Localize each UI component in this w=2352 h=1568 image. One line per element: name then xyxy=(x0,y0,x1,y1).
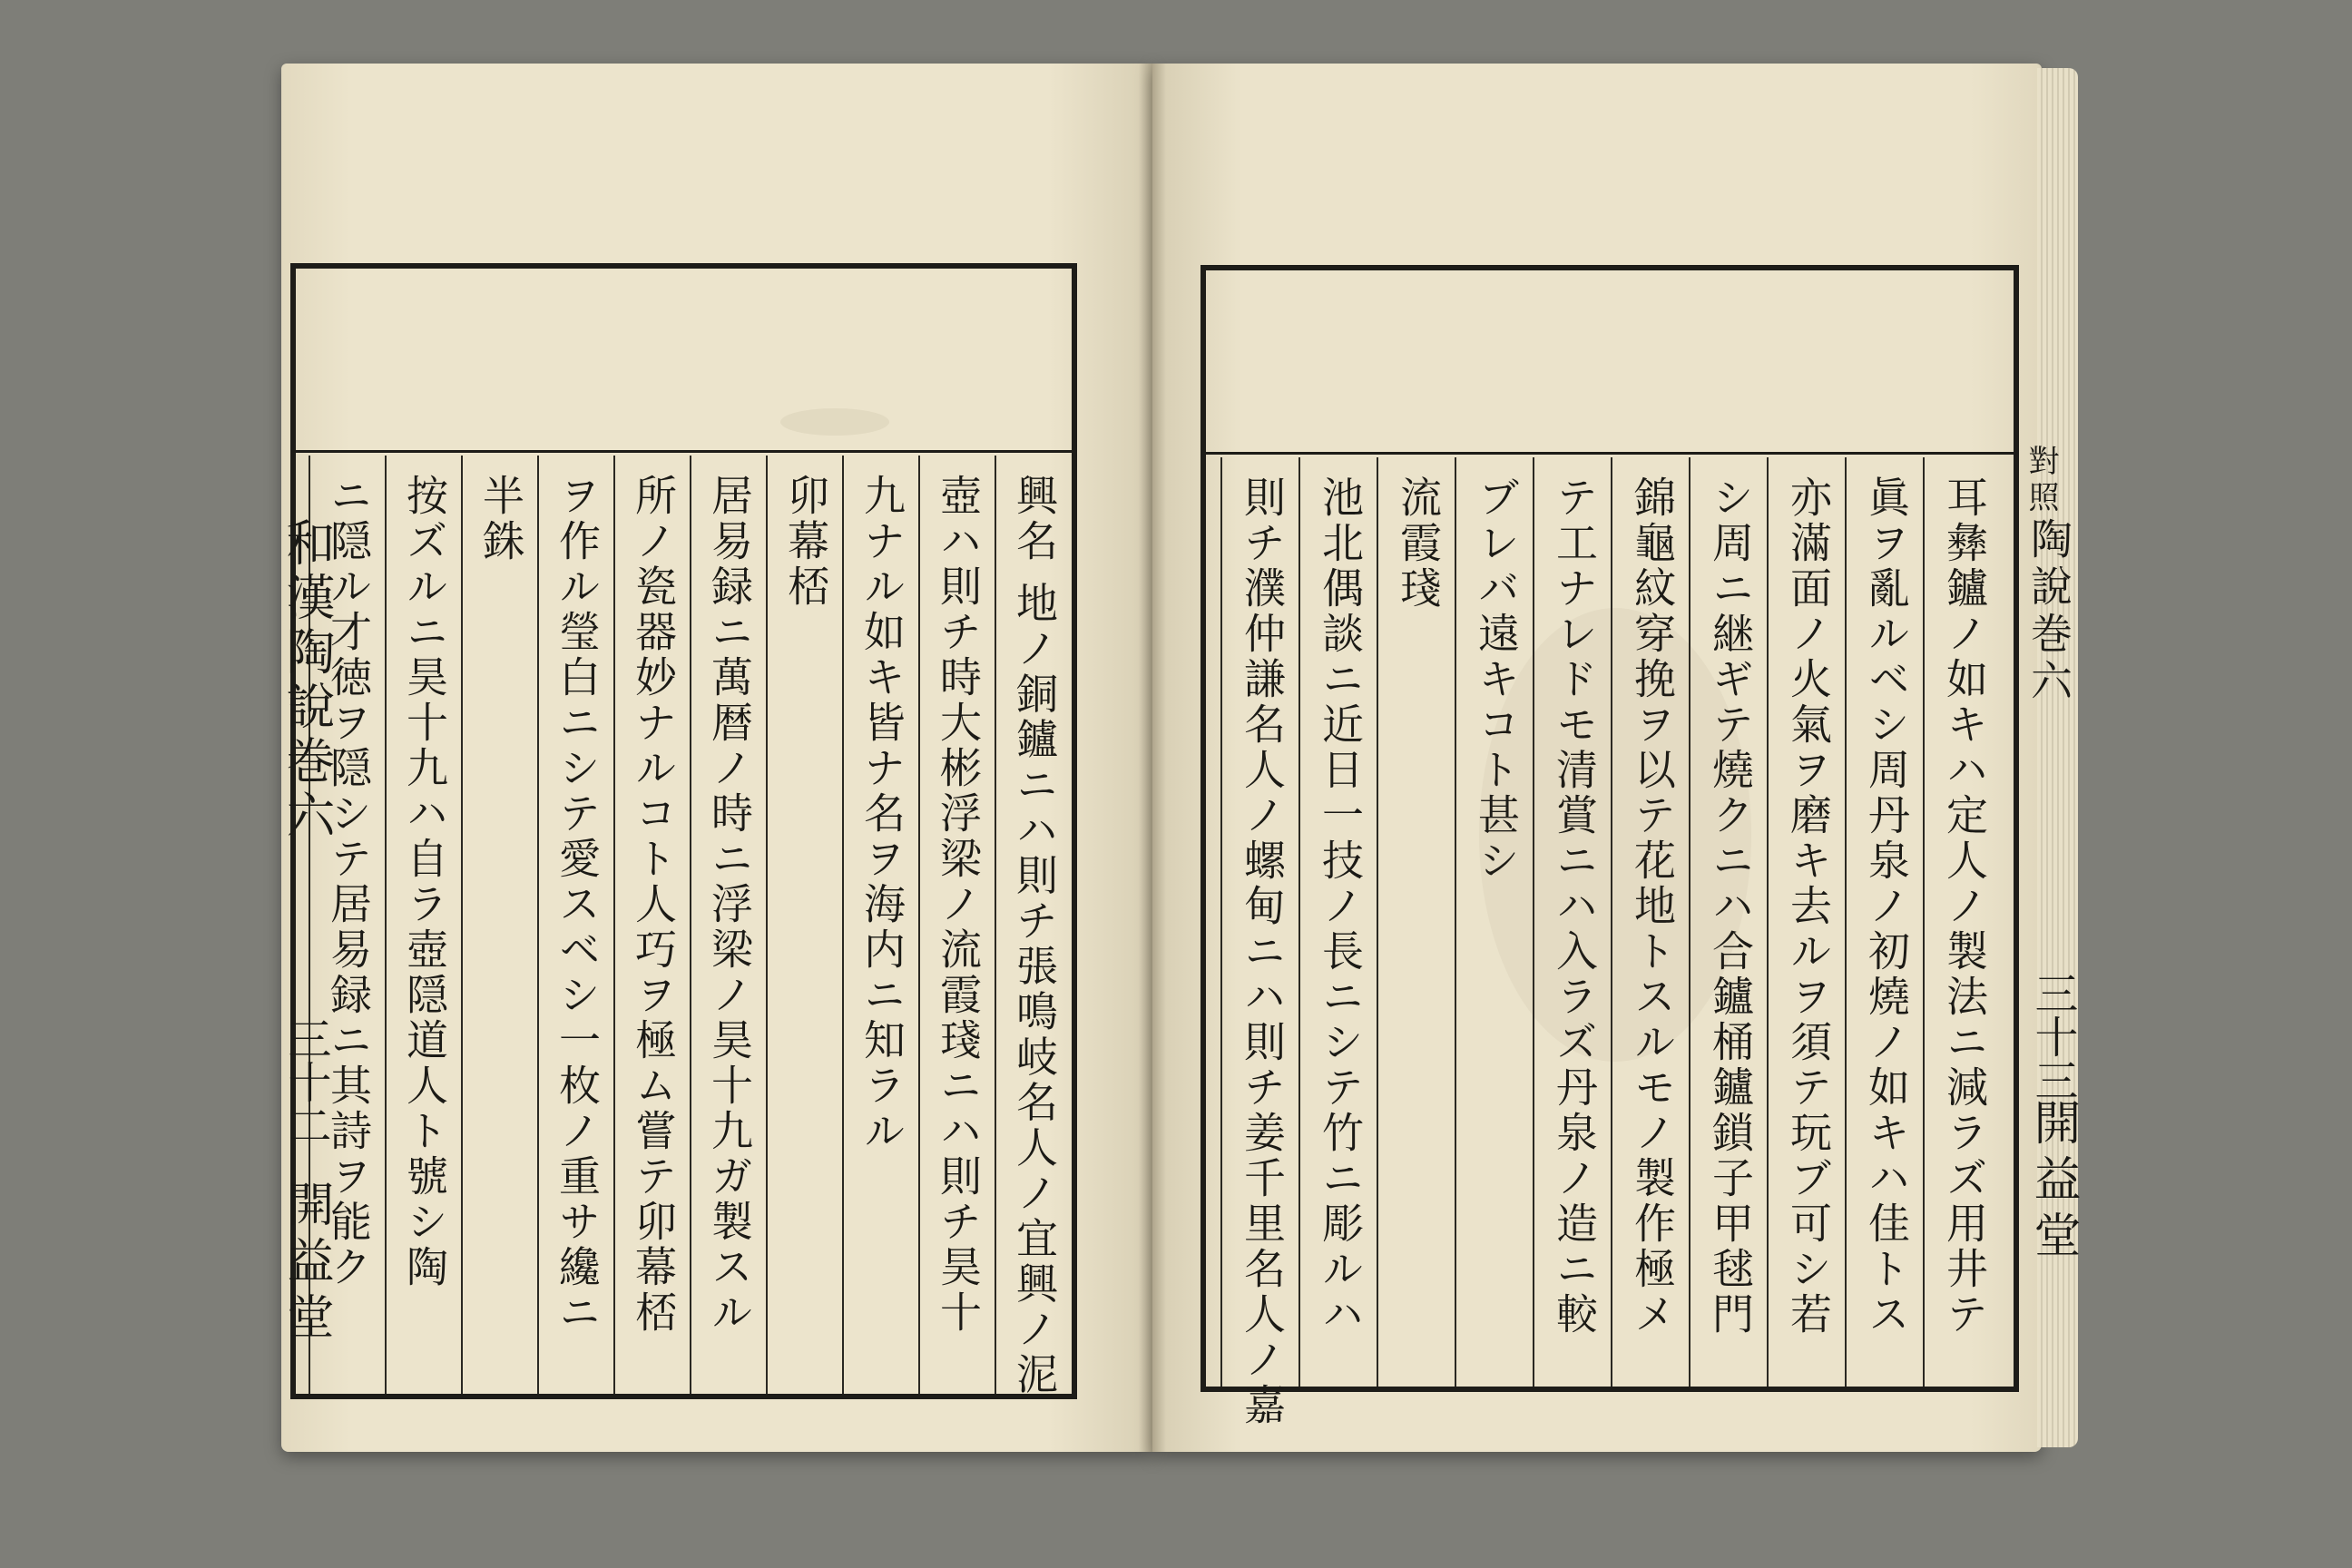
right-column-6: テ工ナレドモ清賞ニハ入ラズ丹泉ノ造ニ較 xyxy=(1533,457,1612,1387)
right-publisher: 開益堂 xyxy=(2025,1098,2080,1267)
book-spine xyxy=(1139,64,1166,1452)
right-margin-sub: 對照 xyxy=(2023,445,2059,517)
right-column-5: 錦龜紋穿挽ヲ以テ花地トスルモノ製作極メ xyxy=(1611,457,1690,1387)
left-header-band xyxy=(296,269,1072,453)
left-publisher: 開益堂 xyxy=(279,1180,333,1348)
right-page-number: 三十三 xyxy=(2027,971,2078,1102)
right-column-8: 流霞琖 xyxy=(1377,457,1456,1387)
left-column-6: 所ノ瓷器妙ナルコト人巧ヲ極ム嘗テ卯幕桮 xyxy=(613,456,691,1394)
left-column-4: 卯幕桮 xyxy=(766,456,844,1394)
left-margin-title: 和漢陶說巻六 xyxy=(279,517,336,844)
open-book xyxy=(272,64,2078,1484)
left-column-9: 按ズルニ昊十九ハ自ラ壺隠道人ト號シ陶 xyxy=(385,456,463,1394)
right-column-7: ブレバ遠キコト甚シ xyxy=(1455,457,1534,1387)
left-column-1: 興名 地ノ銅鑪ニハ則チ張鳴岐名人ノ宜興ノ泥 xyxy=(995,456,1073,1394)
right-column-4: シ周ニ継ギテ燒クニハ合鑪桶鑪鎖子甲毬門 xyxy=(1689,457,1769,1387)
left-column-7: ヲ作ル瑩白ニシテ愛スベシ一枚ノ重サ纔ニ xyxy=(537,456,615,1394)
right-column-10: 則チ濮仲謙名人ノ螺甸ニハ則チ姜千里名人ノ嘉 xyxy=(1220,457,1300,1387)
left-page-number: 三十二 xyxy=(280,1016,331,1147)
right-column-2: 眞ヲ亂ルベシ周丹泉ノ初燒ノ如キハ佳トス xyxy=(1845,457,1925,1387)
right-column-9: 池北偶談ニ近日一技ノ長ニシテ竹ニ彫ルハ xyxy=(1298,457,1378,1387)
left-column-5: 居易録ニ萬暦ノ時ニ浮梁ノ昊十九ガ製スル xyxy=(690,456,768,1394)
right-margin-title: 陶說巻六 xyxy=(2024,517,2073,706)
right-header-band xyxy=(1206,270,2014,455)
right-column-3: 亦滿面ノ火氣ヲ磨キ去ルヲ須テ玩ブ可シ若 xyxy=(1767,457,1847,1387)
left-column-10: ニ隠ル才徳ヲ隠シテ居易録ニ其詩ヲ能ク xyxy=(309,456,387,1394)
left-column-3: 九ナル如キ皆ナ名ヲ海内ニ知ラル xyxy=(842,456,920,1394)
right-column-1: 耳彝鑪ノ如キハ定人ノ製法ニ減ラズ用井テ xyxy=(1923,457,2003,1387)
left-column-2: 壺ハ則チ時大彬浮梁ノ流霞琖ニハ則チ昊十 xyxy=(918,456,996,1394)
paper-stain xyxy=(780,408,889,436)
bleed-through xyxy=(1479,608,1751,1062)
left-text-frame xyxy=(290,263,1077,1399)
left-column-8: 半銖 xyxy=(461,456,539,1394)
